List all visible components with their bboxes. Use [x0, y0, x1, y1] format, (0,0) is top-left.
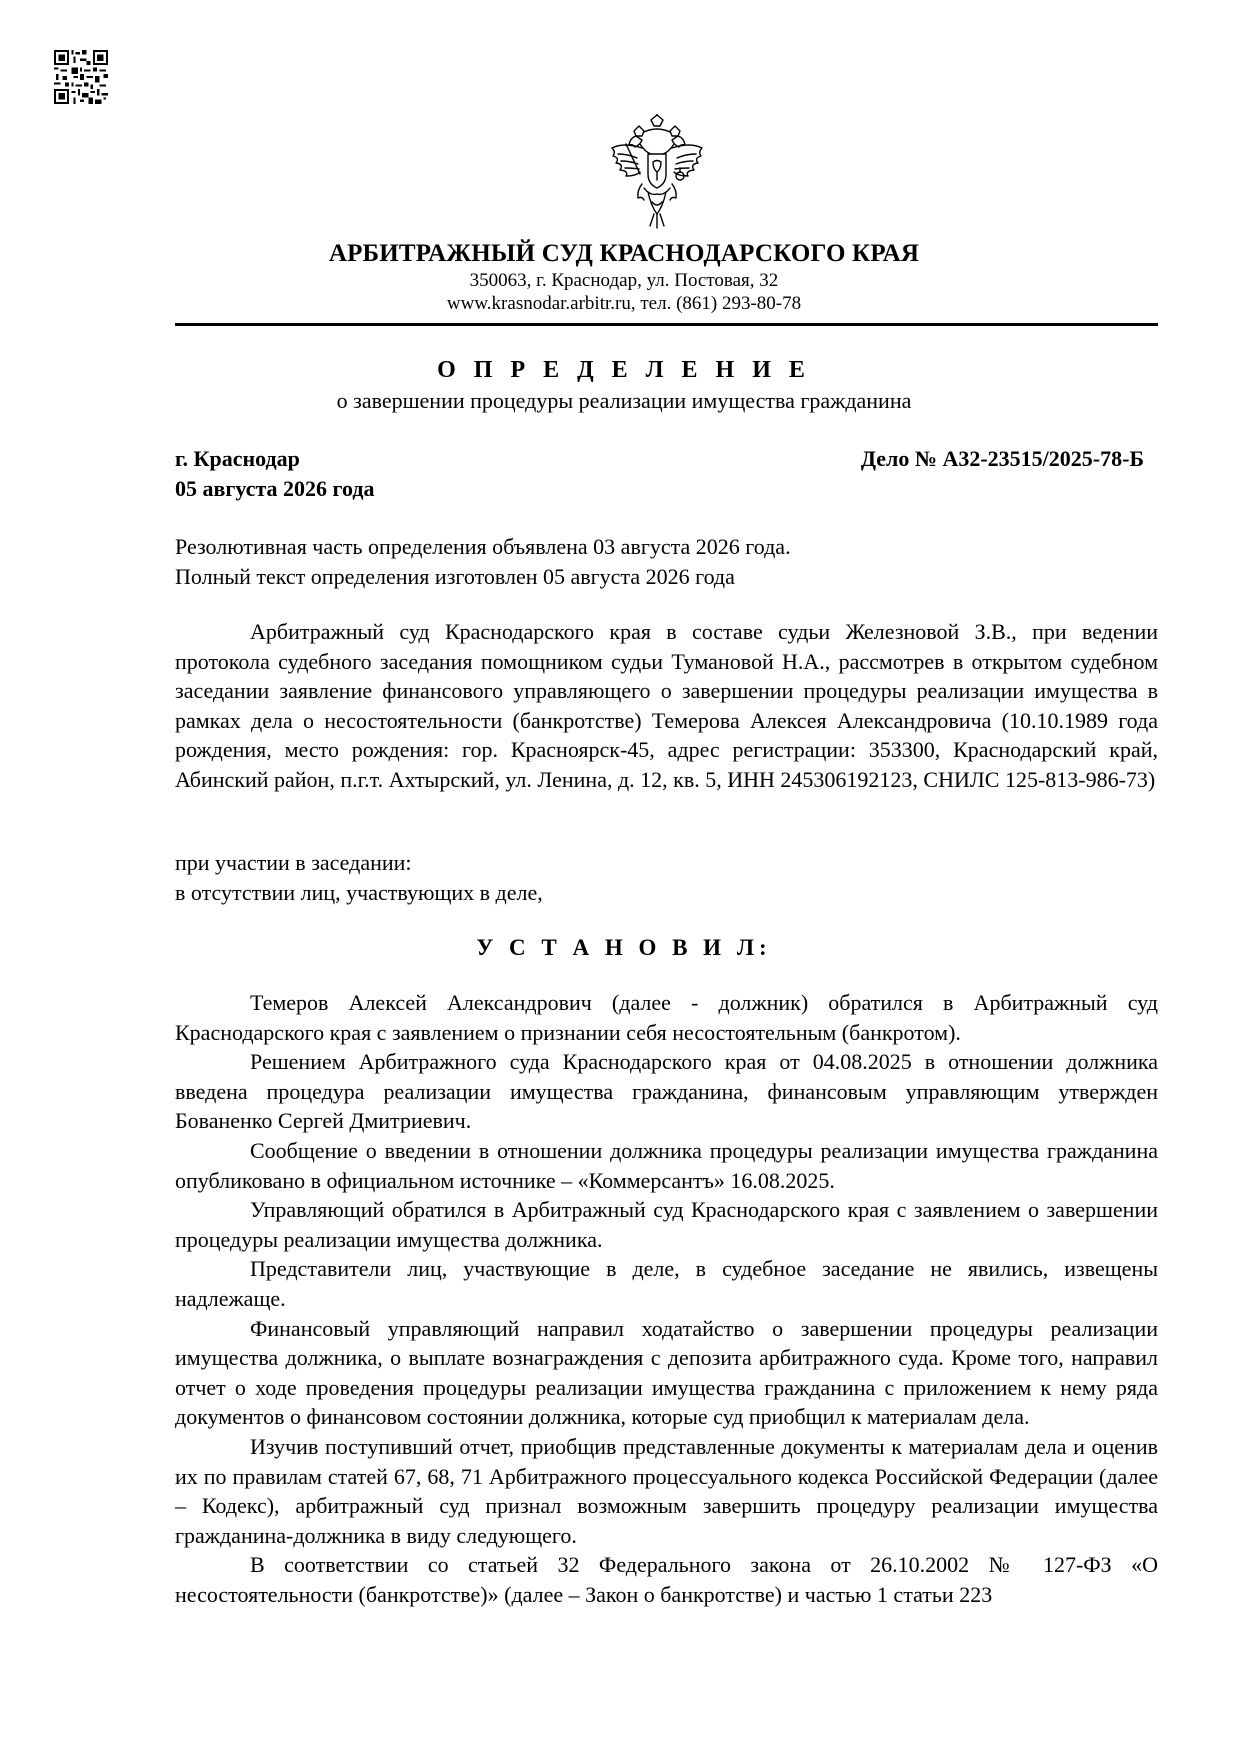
body-text	[175, 988, 1158, 1609]
intro-paragraph: Арбитражный суд Краснодарского края в составе судьи Железновой З.В., при ведении протокола судебного заседания помощником судьи Тумановой Н.А., рассмотрев в открытом судебном заседании заявление финансового управляющего о завершении процедуры реализации имущества в рамках дела о несостоятельности (банкротстве) Темерова Алексея Александровича (10.10.1989 года рождения, место рождения: гор. Красноярск-45, адрес регистрации: 353300, Краснодарский край, Абинский район, п.г.т. Ахтырский, ул. Ленина, д. 12, кв. 5, ИНН 245306192123, СНИЛС 125-813-986-73)	[175, 619, 1158, 792]
paragraph: Представители лиц, участвующие в деле, в судебное заседание не явились, извещены надлежаще.	[175, 1256, 1158, 1311]
case-number: Дело № А32-23515/2025-78-Б	[860, 446, 1144, 471]
court-name: АРБИТРАЖНЫЙ СУД КРАСНОДАРСКОГО КРАЯ	[328, 240, 920, 267]
document-city: г. Краснодар	[175, 446, 300, 471]
court-contacts: www.krasnodar.arbitr.ru, тел. (861) 293-80-78	[446, 293, 802, 314]
paragraph: В соответствии со статьей 32 Федерального закона от 26.10.2002 № 127-ФЗ «О несостоятельности (банкротстве)» (далее – Закон о банкротстве) и частью 1 статьи 223	[175, 1552, 1158, 1607]
court-address: 350063, г. Краснодар, ул. Постовая, 32	[469, 270, 779, 291]
established-heading: У С Т А Н О В И Л:	[476, 935, 772, 960]
paragraph: Решением Арбитражного суда Краснодарского края от 04.08.2025 в отношении должника введена процедура реализации имущества гражданина, финансовым управляющим утвержден Бованенко Сергей Дмитриевич.	[175, 1049, 1158, 1134]
document-meta-left	[175, 444, 374, 504]
intro-block	[175, 617, 1158, 795]
document-title: О П Р Е Д Е Л Е Н И Е	[437, 357, 811, 383]
participation-block	[175, 848, 1158, 907]
paragraph: Темеров Алексей Александрович (далее - должник) обратился в Арбитражный суд Краснодарского края с заявлением о признании себя несостоятельным (банкротом).	[175, 990, 1158, 1045]
document-meta-right	[861, 444, 1144, 474]
paragraph: Финансовый управляющий направил ходатайство о завершении процедуры реализации имущества должника, о выплате вознаграждения с депозита арбитражного суда. Кроме того, направил отчет о ходе проведения процедуры реализации имущества гражданина с приложением к нему ряда документов о финансовом состоянии должника, которые суд приобщил к материалам дела.	[175, 1315, 1158, 1430]
paragraph: Сообщение о введении в отношении должника процедуры реализации имущества гражданина опубликовано в официальном источнике – «Коммерсантъ» 16.08.2025.	[175, 1137, 1158, 1193]
paragraph: Изучив поступивший отчет, приобщив представленные документы к материалам дела и оценив их по правилам статей 67, 68, 71 Арбитражного процессуального кодекса Российской Федерации (далее – Кодекс), арбитражный суд признал возможным завершить процедуру реализации имущества гражданина-должника в виду следующего.	[175, 1433, 1158, 1548]
resolution-full-text: Полный текст определения изготовлен 05 августа 2026 года	[175, 563, 735, 589]
participation-line: при участии в заседании:	[175, 850, 412, 875]
paragraph: Управляющий обратился в Арбитражный суд Краснодарского края с заявлением о завершении процедуры реализации имущества должника.	[175, 1197, 1158, 1252]
resolution-block	[175, 532, 1158, 591]
header-divider	[175, 323, 1158, 326]
document-date: 05 августа 2026 года	[175, 476, 375, 501]
resolution-announced: Резолютивная часть определения объявлена 03 августа 2026 года.	[175, 534, 791, 559]
document-subtitle: о завершении процедуры реализации имущества гражданина	[336, 388, 912, 413]
coat-of-arms-icon	[604, 114, 710, 232]
absence-line: в отсутствии лиц, участвующих в деле,	[175, 879, 543, 905]
qr-code-icon	[54, 50, 108, 104]
